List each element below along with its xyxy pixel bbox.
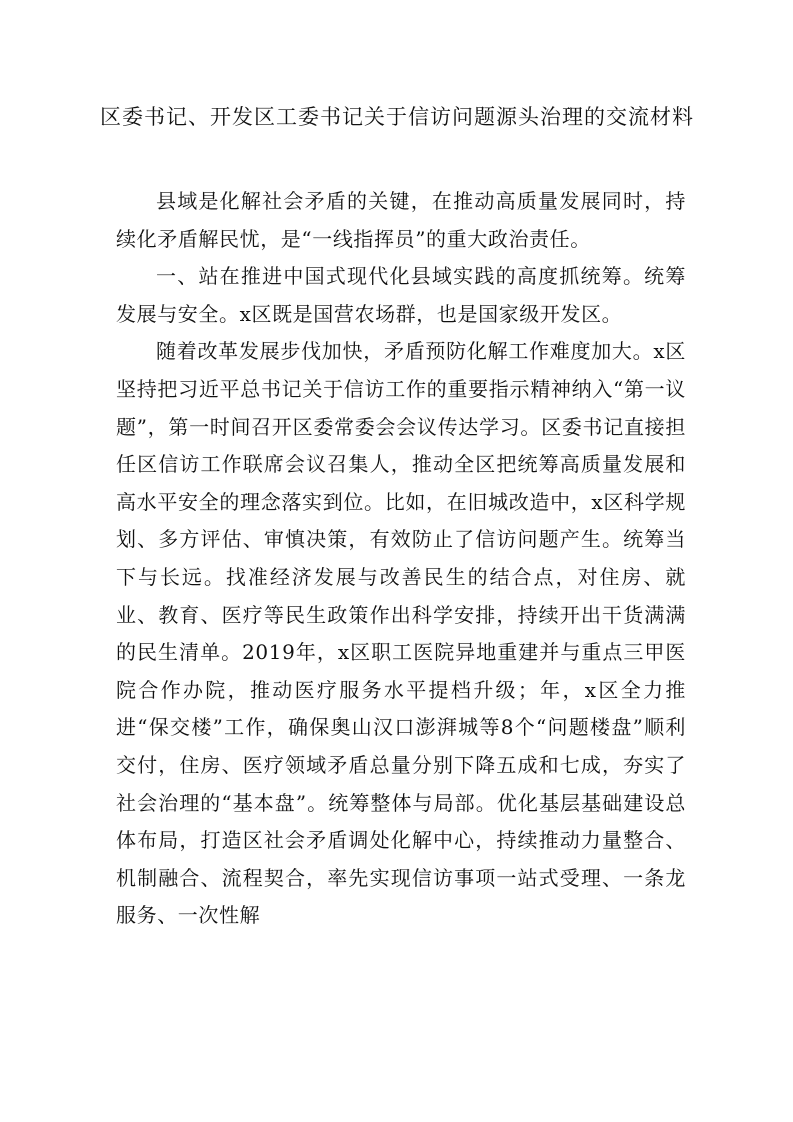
paragraph-reform: 随着改革发展步伐加快，矛盾预防化解工作难度加大。x区坚持把习近平总书记关于信访工作的重要指示精神纳入“第一议题”，第一时间召开区委常委会会议传达学习。区委书记直接担任区信访工作联席会议召集人，推动全区把统筹高质量发展和高水平安全的理念落实到位。比如，在旧城改造中，x区科学规划、多方评估、审慎决策，有效防止了信访问题产生。统筹当下与长远。找准经济发展与改善民生的结合点，对住房、就业、教育、医疗等民生政策作出科学安排，持续开出干货满满的民生清单。2019年，x区职工医院异地重建并与重点三甲医院合作办院，推动医疗服务水平提档升级；年，x区全力推进“保交楼”工作，确保奥山汉口澎湃城等8个“问题楼盘”顺利交付，住房、医疗领域矛盾总量分别下降五成和七成，夯实了社会治理的“基本盘”。统筹整体与局部。优化基层基础建设总体布局，打造区社会矛盾调处化解中心，持续推动力量整合、机制融合、流程契合，率先实现信访事项一站式受理、一条龙服务、一次性解 (116, 339, 686, 928)
paragraph-section-one: 一、站在推进中国式现代化县域实践的高度抓统筹。统筹发展与安全。x区既是国营农场群，也是国家级开发区。 (116, 264, 686, 326)
paragraph-intro: 县域是化解社会矛盾的关键，在推动高质量发展同时，持续化矛盾解民忧，是“一线指挥员”的重大政治责任。 (116, 189, 686, 251)
document-body (116, 183, 686, 935)
document-title: 区委书记、开发区工委书记关于信访问题源头治理的交流材料 (100, 105, 694, 129)
